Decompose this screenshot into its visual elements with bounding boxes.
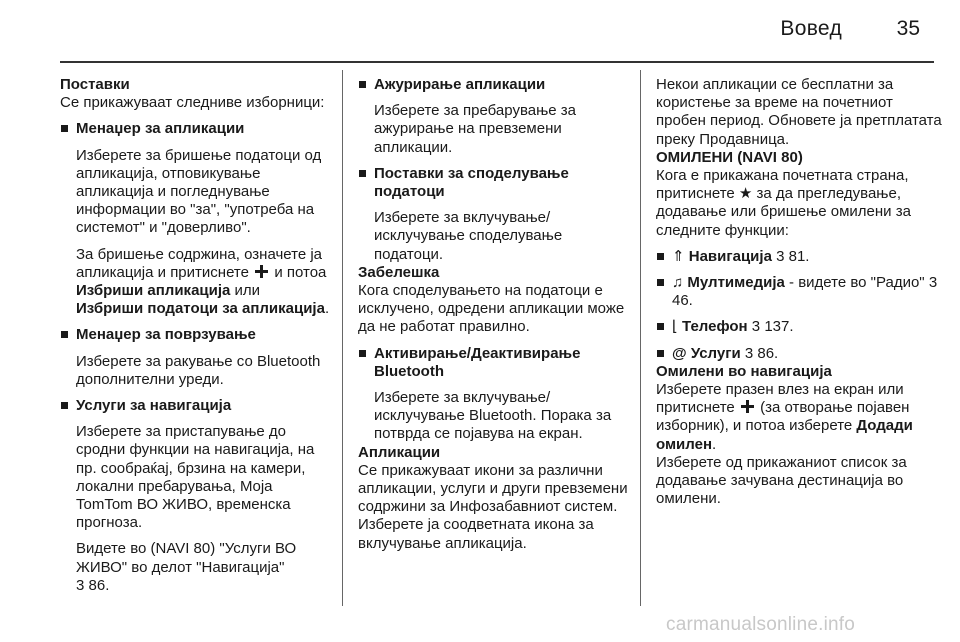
page-ref-symbol: 3	[76, 576, 85, 594]
section-heading-favourites: ОМИЛЕНИ (NAVI 80)	[656, 148, 803, 166]
bullet-square-icon	[657, 279, 664, 286]
item-title: Менаџер за апликации	[76, 120, 245, 138]
list-item-navigation	[656, 248, 942, 266]
text: или	[234, 282, 261, 300]
plus-icon	[255, 265, 268, 278]
item-title: Ажурирање апликации	[374, 76, 546, 93]
bullet-square-icon	[359, 350, 366, 357]
list-item-services	[656, 345, 942, 363]
settings-intro: Се прикажуваат следниве изборници:	[60, 94, 325, 112]
list-item-connection-manager	[60, 326, 330, 389]
item-label: Навигација	[688, 247, 772, 265]
nav-favourites-body-2: Изберете од прикажаниот список за додавање зачувана дестинација во омилени.	[656, 453, 907, 508]
list-item-multimedia	[656, 274, 942, 310]
plus-icon	[741, 400, 754, 413]
column-1	[60, 76, 330, 595]
page-ref-symbol: 3	[776, 247, 785, 265]
nav-favourites-body	[656, 381, 942, 454]
bullet-square-icon	[61, 331, 68, 338]
text: Видете во (NAVI 80) "Услуги ВО ЖИВО" во делот "Навигација"	[76, 540, 297, 576]
list-item-phone	[656, 318, 942, 336]
item-label: Телефон	[682, 318, 748, 336]
phone-icon: ⌊	[672, 318, 678, 336]
page-ref-symbol: 3	[744, 344, 754, 362]
page-ref: 137.	[764, 318, 794, 336]
text: .	[324, 300, 330, 318]
item-title: Менаџер за поврзување	[76, 326, 256, 344]
bullet-square-icon	[657, 253, 664, 260]
apps-intro: Некои апликации се бесплатни за користење за време на почетниот пробен период. Обновете ја претплатата преку Продавница.	[656, 76, 942, 148]
bullet-square-icon	[359, 81, 366, 88]
item-body: Изберете за ракување со Bluetooth дополнителни уреди.	[76, 352, 321, 388]
page-ref: 46.	[672, 292, 693, 310]
page-ref-symbol: 3	[928, 274, 938, 292]
page-ref: 86.	[88, 576, 110, 594]
column-divider-2	[640, 70, 641, 606]
text: Изберете празен влез на екран или притиснете	[656, 381, 904, 417]
bullet-square-icon	[61, 125, 68, 132]
menu-option-delete-data: Избриши податоци за апликација	[76, 300, 325, 318]
note-heading: Забелешка	[358, 263, 440, 281]
item-body: Изберете за бришење податоци од апликација, отповикување апликација и погледнување информации во "за", "употреба на системот" и "доверливо".	[76, 146, 322, 237]
at-icon: @	[672, 344, 687, 362]
item-title: Услуги за навигација	[76, 397, 232, 415]
item-body: Изберете за вклучување/ исклучување споделување податоци.	[374, 209, 563, 263]
column-2	[358, 76, 630, 553]
item-title: Активирање/Деактивирање Bluetooth	[374, 344, 581, 380]
item-body: Изберете за вклучување/ исклучување Bluetooth. Порака за потврда се појавува на екран.	[374, 389, 612, 443]
watermark: carmanualsonline.info	[666, 614, 856, 635]
item-title: Поставки за споделување податоци	[374, 164, 569, 201]
list-item-app-updates	[358, 76, 630, 157]
item-body-delete	[76, 246, 330, 319]
header-rule	[60, 61, 934, 63]
bullet-square-icon	[359, 170, 366, 177]
menu-option-add-favourite: Додади омилен	[656, 417, 913, 453]
menu-option-delete-app: Избриши апликација	[76, 282, 231, 300]
page-number: 35	[896, 17, 920, 40]
text: и потоа	[274, 263, 327, 281]
bullet-square-icon	[657, 350, 664, 357]
list-item-data-sharing	[358, 165, 630, 264]
column-divider-1	[342, 70, 343, 606]
section-heading-apps: Апликации	[358, 443, 441, 461]
list-item-app-manager	[60, 120, 330, 318]
item-body: Изберете за пребарување за ажурирање на превземени апликации.	[374, 102, 577, 156]
apps-body: Се прикажуваат икони за различни апликации, услуги и други превземени содржини за Инфозабавниот систем. Изберете ја соодветната икона за вклучување апликација.	[358, 461, 628, 552]
music-note-icon: ♫	[672, 274, 684, 292]
page-ref-symbol: 3	[751, 318, 761, 336]
list-item-navigation-services	[60, 397, 330, 595]
text: За бришење содржина, означете ја апликација и притиснете	[76, 245, 322, 281]
navigation-icon: ⇑	[672, 247, 685, 265]
page-ref: 86.	[757, 344, 779, 362]
item-body: Изберете за пристапување до сродни функции на навигација, на пр. сообраќај, брзина на камери, локални пребарувања, Moja TomTom ВО ЖИВО, временска прогноза.	[76, 423, 315, 532]
text: (за отворање појавен изборник), и потоа изберете	[656, 399, 910, 435]
section-heading-nav-favourites: Омилени во навигација	[656, 362, 832, 380]
column-3	[656, 76, 942, 508]
bullet-square-icon	[657, 323, 664, 330]
item-label: Услуги	[690, 344, 741, 362]
list-item-bluetooth	[358, 345, 630, 444]
item-suffix: - видете во "Радио"	[784, 274, 925, 292]
note-body: Кога споделувањето на податоци е исклучено, одредени апликации може да не работат правилно.	[358, 282, 625, 336]
section-heading-settings: Поставки	[60, 76, 130, 93]
page-ref: 81.	[788, 247, 810, 265]
item-body-see-also	[76, 540, 330, 595]
text: .	[712, 435, 717, 453]
favourites-body: Кога е прикажана почетната страна, притиснете ★ за да прегледување, додавање или бришење омилени за следните функции:	[656, 167, 911, 239]
item-label: Мултимедија	[687, 274, 785, 292]
page-header-title: Вовед	[780, 17, 842, 40]
bullet-square-icon	[61, 402, 68, 409]
